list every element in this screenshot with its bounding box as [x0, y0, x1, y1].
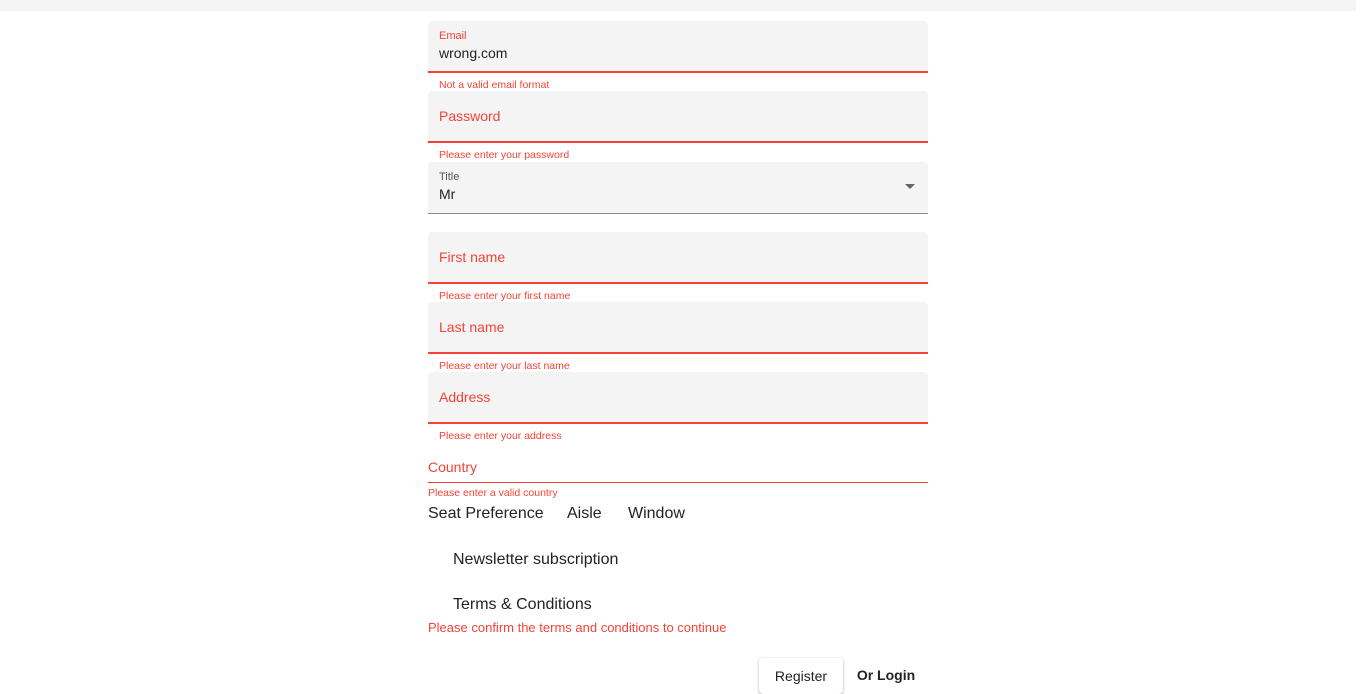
first-name-error: Please enter your first name	[439, 290, 571, 302]
seat-preference-label: Seat Preference	[428, 505, 544, 522]
seat-option-aisle[interactable]: Aisle	[567, 505, 602, 522]
address-placeholder: Address	[439, 389, 491, 405]
first-name-placeholder: First name	[439, 249, 506, 265]
address-field[interactable]	[428, 372, 928, 424]
terms-checkbox[interactable]	[430, 599, 444, 613]
password-error: Please enter your password	[439, 149, 570, 161]
login-button[interactable]: Or Login	[848, 658, 924, 692]
dropdown-arrow-icon	[905, 184, 915, 189]
register-button[interactable]: Register	[759, 658, 843, 694]
country-error: Please enter a valid country	[428, 487, 558, 499]
terms-checkbox-row[interactable]	[428, 596, 928, 620]
terms-error: Please confirm the terms and conditions to continue	[428, 620, 727, 635]
last-name-field[interactable]	[428, 302, 928, 354]
last-name-placeholder: Last name	[439, 319, 505, 335]
country-field[interactable]	[428, 453, 928, 483]
last-name-error: Please enter your last name	[439, 360, 570, 372]
terms-label: Terms & Conditions	[453, 596, 592, 613]
password-field[interactable]	[428, 91, 928, 143]
title-label: Title	[439, 171, 460, 183]
seat-option-window[interactable]: Window	[628, 505, 685, 522]
scrollbar[interactable]	[1356, 0, 1366, 694]
country-placeholder: Country	[428, 459, 478, 475]
email-field[interactable]	[428, 21, 928, 73]
newsletter-checkbox[interactable]	[430, 554, 444, 568]
address-error: Please enter your address	[439, 430, 562, 442]
title-value: Mr	[439, 186, 456, 202]
top-toolbar-strip	[0, 0, 1356, 11]
newsletter-label: Newsletter subscription	[453, 551, 619, 568]
title-select[interactable]	[428, 162, 928, 214]
email-value: wrong.com	[439, 45, 508, 61]
email-error: Not a valid email format	[439, 79, 550, 91]
newsletter-checkbox-row[interactable]	[428, 551, 928, 575]
email-label: Email	[439, 30, 467, 42]
first-name-field[interactable]	[428, 232, 928, 284]
password-placeholder: Password	[439, 108, 501, 124]
